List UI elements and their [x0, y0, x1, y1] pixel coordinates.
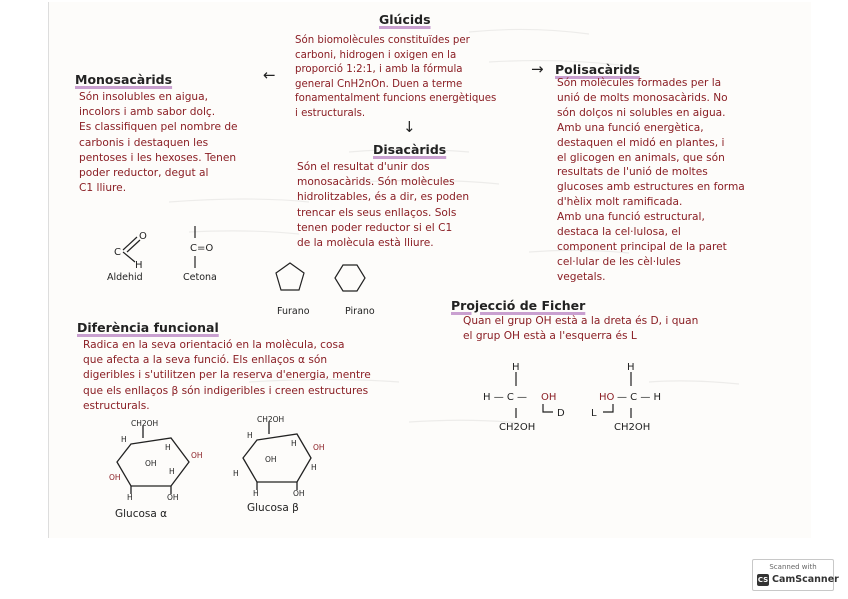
- camscanner-watermark: [752, 559, 839, 591]
- fisher-l-ho: HO: [599, 392, 615, 403]
- alpha-oh-2: OH: [145, 459, 157, 468]
- alpha-h-2: H: [165, 443, 171, 452]
- camscanner-brand: CamScanner: [772, 574, 839, 585]
- furano-label: Furano: [277, 306, 310, 317]
- beta-h-5: H: [253, 489, 259, 498]
- ketone-c-eq-o: C=O: [190, 243, 214, 254]
- alpha-oh-1: OH: [191, 451, 203, 460]
- beta-ch2oh: CH2OH: [257, 415, 285, 424]
- glucosa-alpha-structure: [109, 419, 219, 502]
- fisher-projection: [479, 360, 699, 440]
- furano-ring: [276, 263, 304, 290]
- mono-text: Són insolubles en aigua, incolors i amb sabor dolç. Es classifiquen pel nombre de carbonis i destaquen les pentoses i les hexoses. Tenen poder reductor, degut al C1 lliure.: [79, 91, 238, 195]
- fisher-d-middle: H — C —: [483, 392, 528, 403]
- beta-ring: [243, 434, 311, 482]
- fisher-l-top-h: H: [627, 362, 635, 373]
- aldehid-label: Aldehid: [107, 272, 143, 283]
- aldehyde-h: H: [135, 260, 143, 271]
- intro-text: Són biomolècules constituïdes per carboni, hidrogen i oxigen en la proporció 1:2:1, i amb la fórmula general CnH2nOn. Duen a terme fonamentalment funcions energètiques i estructurals.: [295, 35, 497, 119]
- aldehyde-h-bond: [123, 252, 135, 262]
- diff-title: Diferència funcional: [77, 320, 219, 335]
- fisher-d-oh: OH: [541, 392, 557, 403]
- poli-text: Són molècules formades per la unió de molts monosacàrids. No són dolços ni solubles en aigua. Amb una funció energètica, destaquen el midó en plantes, i el glicogen en animals, que són resultats de l'unió de moltes glucoses amb estructures en forma d'hèlix molt ramificada. Amb una funció estructural, destaca la cel·lulosa, el component principal de la paret cel·lular de les cèl·lules vegetals.: [557, 77, 745, 283]
- glucosa-alpha-label: Glucosa α: [115, 508, 168, 520]
- arrow-left-icon: ←: [263, 66, 276, 84]
- alpha-h-4: H: [127, 493, 133, 502]
- ring-structures: [273, 260, 393, 310]
- fisher-d-letter: D: [557, 408, 565, 419]
- poli-title: Polisacàrids: [555, 62, 640, 77]
- fisher-d-hook: [543, 404, 553, 412]
- arrow-down-icon: ↓: [403, 118, 416, 136]
- fisher-title: Projecció de Ficher: [451, 298, 586, 313]
- beta-h-2: H: [291, 439, 297, 448]
- camscanner-logo-icon: CS: [757, 576, 769, 584]
- cetona-label: Cetona: [183, 272, 217, 283]
- alpha-h-1: H: [121, 435, 127, 444]
- alpha-oh-3: OH: [109, 473, 121, 482]
- pirano-ring: [335, 265, 365, 291]
- diff-text: Radica en la seva orientació en la molècula, cosa que afecta a la seva funció. Els enllaços α són digeribles i s'utilitzen per la reserva d'energia, mentre que els enllaços β són indigeribles i creen estructures estructurals.: [83, 339, 371, 412]
- alpha-oh-4: OH: [167, 493, 179, 502]
- page-title: Glúcids: [379, 12, 431, 27]
- aldehyde-c: C: [114, 247, 121, 258]
- beta-oh-2: OH: [265, 455, 277, 464]
- beta-h-1: H: [247, 431, 253, 440]
- carbonyl-groups: [111, 224, 231, 274]
- arrow-right-icon: →: [531, 60, 544, 78]
- pirano-label: Pirano: [345, 306, 375, 317]
- aldehyde-double-bond-a: [123, 237, 137, 250]
- fisher-l-ch2oh: CH2OH: [614, 422, 651, 433]
- beta-h-3: H: [233, 469, 239, 478]
- glucosa-beta-structure: [233, 415, 345, 498]
- aldehyde-o: O: [139, 231, 147, 242]
- di-title: Disacàrids: [373, 142, 447, 157]
- beta-oh-3: OH: [293, 489, 305, 498]
- alpha-h-3: H: [169, 467, 175, 476]
- notebook-sheet: [48, 2, 811, 538]
- fisher-text: Quan el grup OH està a la dreta és D, i quan el grup OH està a l'esquerra és L: [463, 315, 699, 343]
- mono-title: Monosacàrids: [75, 72, 173, 87]
- di-text: Són el resultat d'unir dos monosacàrids. Són molècules hidrolitzables, és a dir, es poden trencar els seus enllaços. Sols tenen poder reductor si el C1 de la molècula està lliure.: [297, 161, 470, 250]
- fisher-d-ch2oh: CH2OH: [499, 422, 536, 433]
- fisher-d-top-h: H: [512, 362, 520, 373]
- fisher-l-hook: [603, 404, 613, 412]
- alpha-ch2oh: CH2OH: [131, 419, 159, 428]
- beta-h-4: H: [311, 463, 317, 472]
- fisher-l-middle: — C — H: [617, 392, 662, 403]
- glucosa-beta-label: Glucosa β: [247, 502, 299, 514]
- beta-oh-1: OH: [313, 443, 325, 452]
- scanned-with-text: Scanned with: [769, 563, 817, 571]
- fisher-l-letter: L: [591, 408, 597, 419]
